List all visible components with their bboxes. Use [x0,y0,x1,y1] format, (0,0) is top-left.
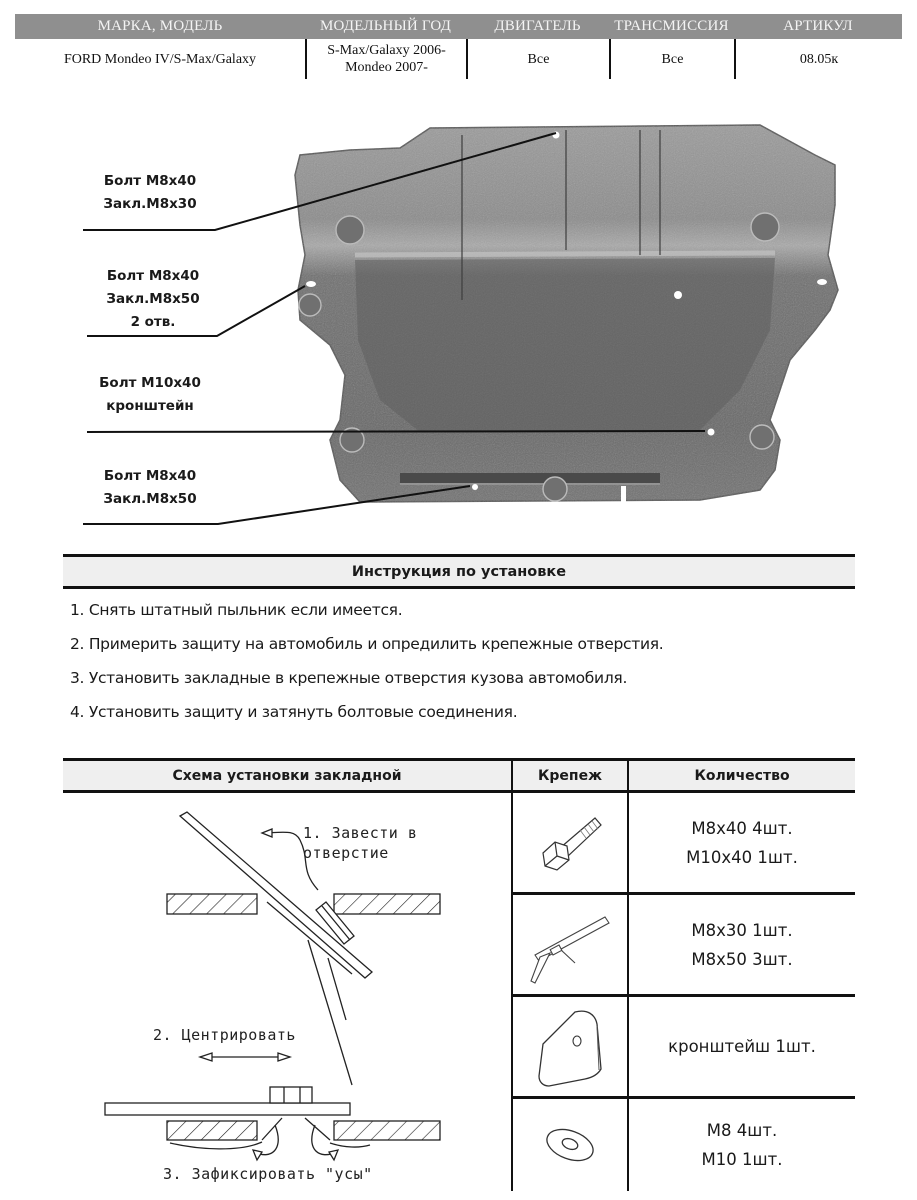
washer-icon [511,1099,627,1191]
scheme-text: отверстие [303,844,389,862]
callout-side-bolts [88,265,218,334]
quantity-line: кронштейш 1шт. [668,1037,816,1056]
header-model-year: МОДЕЛЬНЫЙ ГОД [319,18,452,34]
callout-text: 2 отв. [130,314,176,330]
quantity-line: М10 1шт. [701,1150,783,1169]
callout-text: Болт М10х40 [99,375,201,391]
callout-text: Болт М8х40 [106,268,200,284]
fastener-row [511,1099,855,1191]
instruction-step: 3. Установить закладные в крепежные отверстия кузова автомобиля. [70,669,628,687]
scheme-drawing [63,793,511,1191]
quantity-line: М8 4шт. [706,1121,778,1140]
instructions-title: Инструкция по установке [63,554,855,589]
cell-engine: Все [466,39,609,79]
scheme-text: 1. Завести в [303,824,418,842]
bolt-icon [511,793,627,892]
quantity-cell [627,793,855,892]
instruction-step: 4. Установить защиту и затянуть болтовые соединения. [70,703,518,721]
spec-table-row [15,39,902,79]
header-engine: ДВИГАТЕЛЬ [494,18,581,34]
header-article: АРТИКУЛ [783,18,853,34]
embedded-nut-clip-icon [511,895,627,994]
quantity-cell [627,895,855,994]
installation-instructions [63,554,855,729]
callout-bracket-bolt [85,372,215,418]
header-scheme: Схема установки закладной [172,767,402,784]
parts-table-header [63,758,855,793]
instruction-step: 1. Снять штатный пыльник если имеется. [70,601,403,619]
callout-top-bolt [85,170,215,216]
cell-year-line2: Mondeo 2007- [345,60,428,75]
skid-plate-illustration [0,100,917,540]
cell-year [305,39,466,79]
scheme-step2-label: 2. Центрировать [153,1026,296,1044]
spec-table-header [15,14,902,39]
parts-table-body [63,793,855,1191]
spec-table [15,14,902,79]
quantity-line: М8х50 3шт. [691,949,793,969]
callout-text: Болт М8х40 [103,468,197,484]
callout-text: кронштейн [106,398,194,414]
header-quantity: Количество [627,761,855,790]
scheme-step3-label: 3. Зафиксировать "усы" [163,1165,373,1183]
callout-text: Закл.М8х50 [103,491,197,507]
instruction-step: 2. Примерить защиту на автомобиль и опредилить крепежные отверстия. [70,635,664,653]
fastener-row [511,997,855,1099]
instructions-list [63,593,855,729]
header-make-model: МАРКА, МОДЕЛЬ [97,18,223,34]
callout-text: Болт М8х40 [103,173,197,189]
fastener-rows [511,793,855,1191]
quantity-cell [627,997,855,1096]
cell-model: FORD Mondeo IV/S-Max/Galaxy [63,51,257,67]
quantity-line: М8х40 4шт. [691,818,793,838]
fastener-row [511,793,855,895]
parts-table [63,758,855,1191]
bracket-plate-icon [511,997,627,1096]
callout-text: Закл.М8х30 [103,196,197,212]
cell-article: 08.05к [734,39,902,79]
scheme-step1-label [303,823,417,863]
fastener-row [511,895,855,997]
embedded-nut-scheme [63,793,511,1191]
quantity-cell [627,1099,855,1191]
cell-transmission: Все [609,39,734,79]
cell-year-line1: S-Max/Galaxy 2006- [327,43,446,58]
callout-text: Закл.М8х50 [106,291,200,307]
header-transmission: ТРАНСМИССИЯ [614,18,729,34]
quantity-line: М10х40 1шт. [686,847,798,867]
header-fastener: Крепеж [511,761,627,790]
callout-bottom-bolt [85,465,215,511]
quantity-line: М8х30 1шт. [691,920,793,940]
